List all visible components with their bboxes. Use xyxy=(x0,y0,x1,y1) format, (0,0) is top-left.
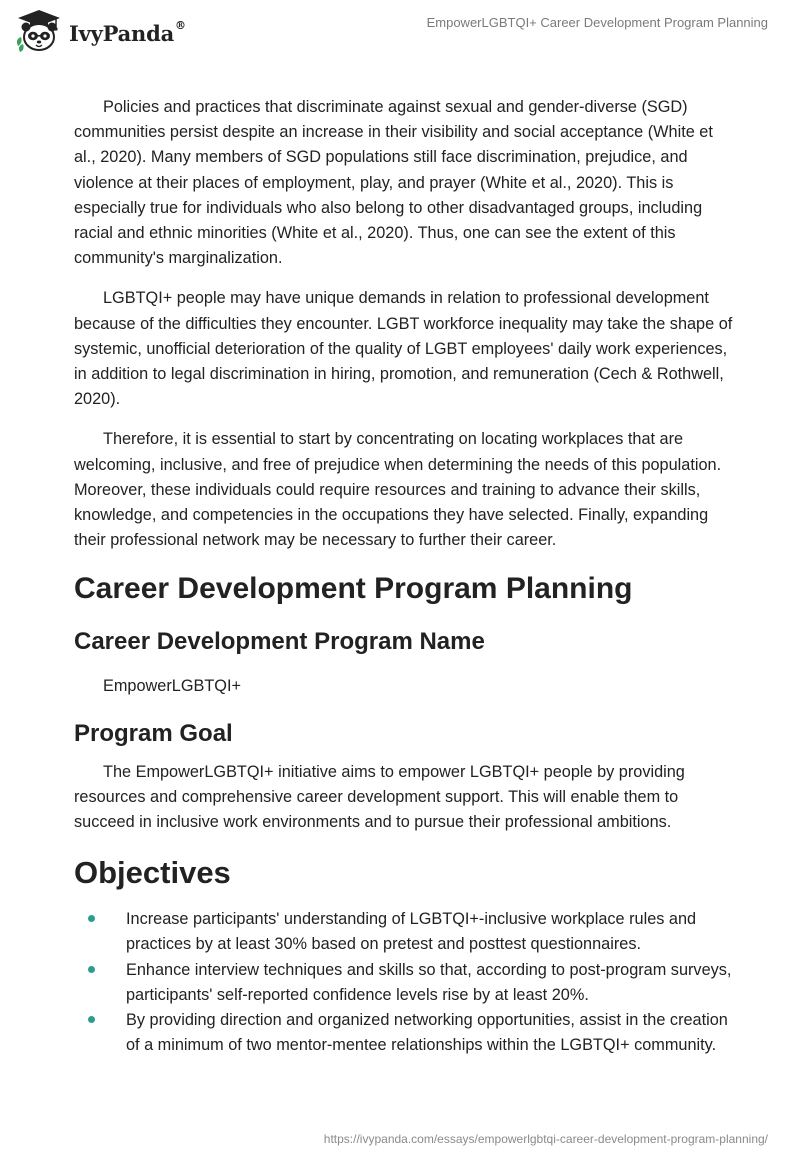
program-name-text: EmpowerLGBTQI+ xyxy=(103,677,241,696)
intro-paragraph-1: Policies and practices that discriminate against sexual and gender-diverse (SGD) communities persist despite an increase in their visibility and social acceptance (White et al., 2020). Many members of SGD populations still face discrimination, prejudice, and violence at their places of employment, play, and prayer (White et al., 2020). This is especially true for individuals who also belong to other disadvantaged groups, including racial and ethnic minorities (White et al., 2020). Thus, one can see the extent of this community's marginalization. xyxy=(74,98,713,268)
heading-objectives: Objectives xyxy=(74,855,231,891)
heading-program-name: Career Development Program Name xyxy=(74,628,485,656)
ivypanda-logo[interactable] xyxy=(14,8,186,54)
objective-text-2: Enhance interview techniques and skills so that, according to post-program surveys, participants' self-reported confidence levels rise by at least 20%. xyxy=(126,960,732,1004)
heading-program-goal: Program Goal xyxy=(74,719,233,747)
registered-mark: ® xyxy=(175,18,186,32)
bullet-icon xyxy=(88,966,95,973)
bullet-icon xyxy=(88,1016,95,1023)
heading-career-development: Career Development Program Planning xyxy=(74,572,633,606)
list-item xyxy=(74,907,734,957)
objective-text-3: By providing direction and organized networking opportunities, assist in the creation of a minimum of two mentor-mentee relationships within the LGBTQI+ community. xyxy=(126,1011,728,1055)
source-url-link[interactable]: https://ivypanda.com/essays/empowerlgbtqi-career-development-program-planning/ xyxy=(323,1132,768,1146)
intro-paragraph-2: LGBTQI+ people may have unique demands in relation to professional development because of the difficulties they encounter. LGBT workforce inequality may take the shape of systemic, unofficial deterioration of the quality of LGBT employees' daily work experiences, in addition to legal discrimination in hiring, promotion, and remuneration (Cech & Rothwell, 2020). xyxy=(74,289,733,409)
document-title: EmpowerLGBTQI+ Career Development Program Planning xyxy=(426,15,768,30)
essay-content xyxy=(74,95,734,1058)
program-goal-paragraph: The EmpowerLGBTQI+ initiative aims to empower LGBTQI+ people by providing resources and comprehensive career development support. This will enable them to succeed in inclusive work environments and to pursue their professional ambitions. xyxy=(74,762,685,832)
page-header xyxy=(0,0,800,66)
panda-logo-icon xyxy=(14,8,64,54)
list-item xyxy=(74,958,734,1008)
objective-text-1: Increase participants' understanding of LGBTQI+-inclusive workplace rules and practices by at least 30% based on pretest and posttest questionnaires. xyxy=(126,910,697,954)
brand-name: IvyPanda® xyxy=(69,18,186,46)
objectives-list xyxy=(74,907,734,1058)
list-item xyxy=(74,1008,734,1058)
bullet-icon xyxy=(88,915,95,922)
intro-paragraph-3: Therefore, it is essential to start by concentrating on locating workplaces that are welcoming, inclusive, and free of prejudice when determining the needs of this population. Moreover, these individuals could require resources and training to advance their skills, knowledge, and competencies in the occupations they have selected. Finally, expanding their professional network may be necessary to further their career. xyxy=(74,430,722,550)
